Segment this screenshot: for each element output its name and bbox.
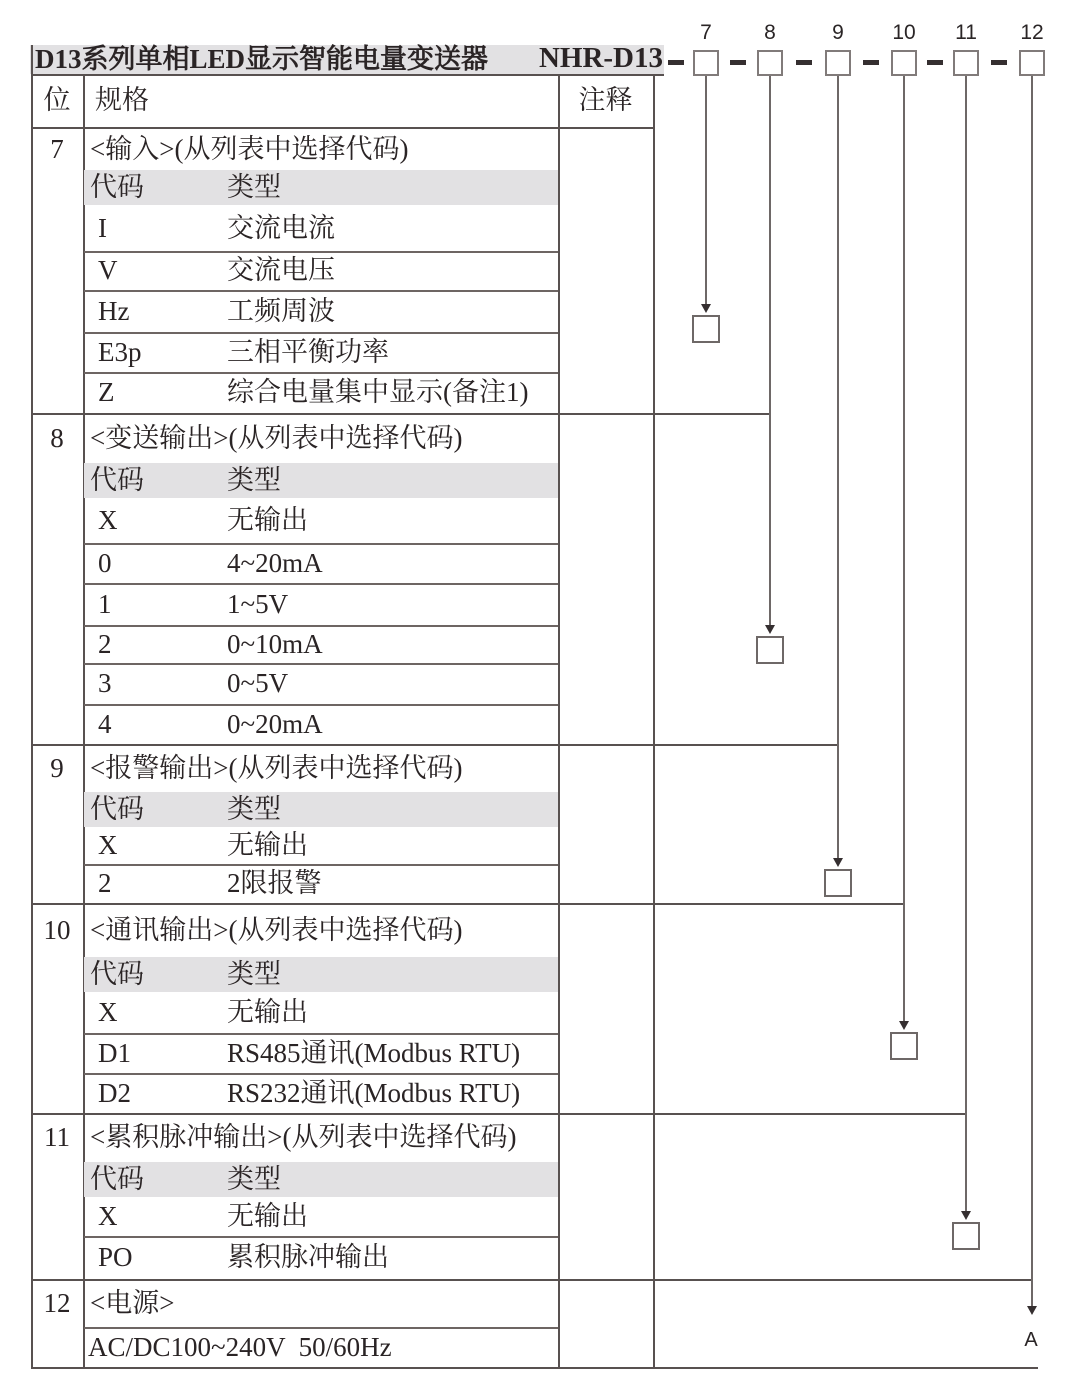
code-cell: Hz — [98, 296, 130, 326]
col-header-note: 注释 — [578, 85, 633, 115]
table-border-left — [31, 45, 33, 1369]
code-cell: 2 — [98, 629, 112, 659]
drop-line-9 — [837, 76, 839, 860]
type-cell: 工频周波 — [227, 296, 335, 326]
type-header-label: 类型 — [227, 794, 281, 824]
table-border-bottom — [31, 1367, 1038, 1369]
code-header-label: 代码 — [90, 465, 144, 495]
section-12-pos: 12 — [43, 1288, 71, 1318]
section-9-code-type-header — [84, 792, 558, 827]
type-cell: RS485通讯(Modbus RTU) — [227, 1038, 521, 1068]
code-cell: V — [98, 255, 118, 285]
type-cell: 交流电压 — [227, 255, 335, 285]
arrow-down-icon — [765, 625, 775, 634]
code-cell: X — [98, 1201, 118, 1231]
section-8-code-type-header — [84, 463, 558, 498]
arrow-down-icon — [833, 858, 843, 867]
code-cell: E3p — [98, 337, 142, 367]
arrow-down-icon — [1027, 1306, 1037, 1315]
column-divider-spec-note — [558, 74, 560, 1369]
type-cell: 0~5V — [227, 668, 289, 698]
drop-line-12 — [1031, 76, 1033, 1308]
code-cell: I — [98, 213, 107, 243]
code-header-label: 代码 — [90, 959, 144, 989]
type-cell: 交流电流 — [227, 213, 335, 243]
type-cell: 4~20mA — [227, 548, 323, 578]
col-header-spec: 规格 — [95, 85, 149, 115]
code-cell: 2 — [98, 868, 112, 898]
section-7-title: <输入>(从列表中选择代码) — [90, 134, 409, 164]
dash-separator — [796, 60, 812, 65]
diagram-pos-label-7: 7 — [700, 21, 712, 44]
code-cell: X — [98, 997, 118, 1027]
code-cell: 4 — [98, 709, 112, 739]
diagram-pos-label-10: 10 — [892, 21, 916, 44]
section-10-title: <通讯输出>(从列表中选择代码) — [90, 915, 463, 945]
diagram-pos-label-12: 12 — [1020, 21, 1044, 44]
arrow-down-icon — [961, 1211, 971, 1220]
dash-separator — [863, 60, 879, 65]
type-header-label: 类型 — [227, 959, 281, 989]
code-box-8 — [757, 50, 783, 76]
section-11-title: <累积脉冲输出>(从列表中选择代码) — [90, 1122, 517, 1152]
section-10-code-type-header — [84, 957, 558, 992]
section-7-code-type-header — [84, 170, 558, 205]
col-header-pos: 位 — [43, 85, 71, 115]
code-cell: X — [98, 830, 118, 860]
section-11-bottom-line — [31, 1279, 1033, 1281]
power-spec-text: AC/DC100~240V 50/60Hz — [88, 1332, 392, 1362]
target-box-9 — [824, 869, 852, 897]
code-cell: 0 — [98, 548, 112, 578]
code-header-label: 代码 — [90, 172, 144, 202]
code-header-label: 代码 — [90, 1164, 144, 1194]
code-cell: Z — [98, 377, 115, 407]
code-cell: PO — [98, 1242, 133, 1272]
target-box-7 — [692, 315, 720, 343]
type-header-label: 类型 — [227, 1164, 281, 1194]
type-cell: 2限报警 — [227, 868, 322, 898]
type-cell: 无输出 — [227, 505, 308, 535]
code-box-9 — [825, 50, 851, 76]
code-cell: X — [98, 505, 118, 535]
section-7-pos: 7 — [50, 134, 64, 164]
section-10-pos: 10 — [43, 915, 71, 945]
target-box-11 — [952, 1222, 980, 1250]
diagram-pos-label-11: 11 — [955, 21, 977, 44]
row-divider — [84, 663, 558, 665]
dash-separator — [668, 60, 684, 65]
model-code: NHR-D13 — [538, 42, 663, 74]
section-11-code-type-header — [84, 1162, 558, 1197]
dash-separator — [927, 60, 943, 65]
type-cell: 综合电量集中显示(备注1) — [227, 377, 529, 407]
code-box-10 — [891, 50, 917, 76]
code-cell: 3 — [98, 668, 112, 698]
type-header-label: 类型 — [227, 465, 281, 495]
type-cell: 无输出 — [227, 1201, 308, 1231]
table-border-right — [653, 74, 655, 1369]
dash-separator — [991, 60, 1007, 65]
arrow-down-icon — [701, 304, 711, 313]
drop-line-11 — [965, 76, 967, 1213]
type-cell: 0~20mA — [227, 709, 323, 739]
code-cell: 1 — [98, 589, 112, 619]
page-title: D13系列单相LED显示智能电量变送器 — [35, 44, 489, 74]
section-9-pos: 9 — [50, 753, 64, 783]
section-12-title: <电源> — [90, 1288, 175, 1318]
type-cell: RS232通讯(Modbus RTU) — [227, 1078, 521, 1108]
type-header-label: 类型 — [227, 172, 281, 202]
section-9-title: <报警输出>(从列表中选择代码) — [90, 753, 463, 783]
code-cell: D2 — [98, 1078, 131, 1108]
section-11-pos: 11 — [44, 1122, 70, 1152]
drop-line-10 — [903, 76, 905, 1023]
code-box-11 — [953, 50, 979, 76]
diagram-pos-label-8: 8 — [764, 21, 776, 44]
type-cell: 累积脉冲输出 — [227, 1242, 389, 1272]
code-cell: D1 — [98, 1038, 131, 1068]
title-bar — [30, 42, 664, 74]
drop-line-8 — [769, 76, 771, 627]
target-box-10 — [890, 1032, 918, 1060]
code-box-7 — [693, 50, 719, 76]
type-cell: 无输出 — [227, 997, 308, 1027]
target-box-8 — [756, 636, 784, 664]
section-8-pos: 8 — [50, 423, 64, 453]
section-8-title: <变送输出>(从列表中选择代码) — [90, 423, 463, 453]
power-code-label: A — [1024, 1329, 1038, 1351]
type-cell: 无输出 — [227, 830, 308, 860]
row-divider — [84, 583, 558, 585]
diagram-pos-label-9: 9 — [832, 21, 844, 44]
type-cell: 1~5V — [227, 589, 289, 619]
code-box-12 — [1019, 50, 1045, 76]
type-cell: 0~10mA — [227, 629, 323, 659]
arrow-down-icon — [899, 1021, 909, 1030]
dash-separator — [730, 60, 746, 65]
code-header-label: 代码 — [90, 794, 144, 824]
drop-line-7 — [705, 76, 707, 306]
type-cell: 三相平衡功率 — [227, 337, 389, 367]
